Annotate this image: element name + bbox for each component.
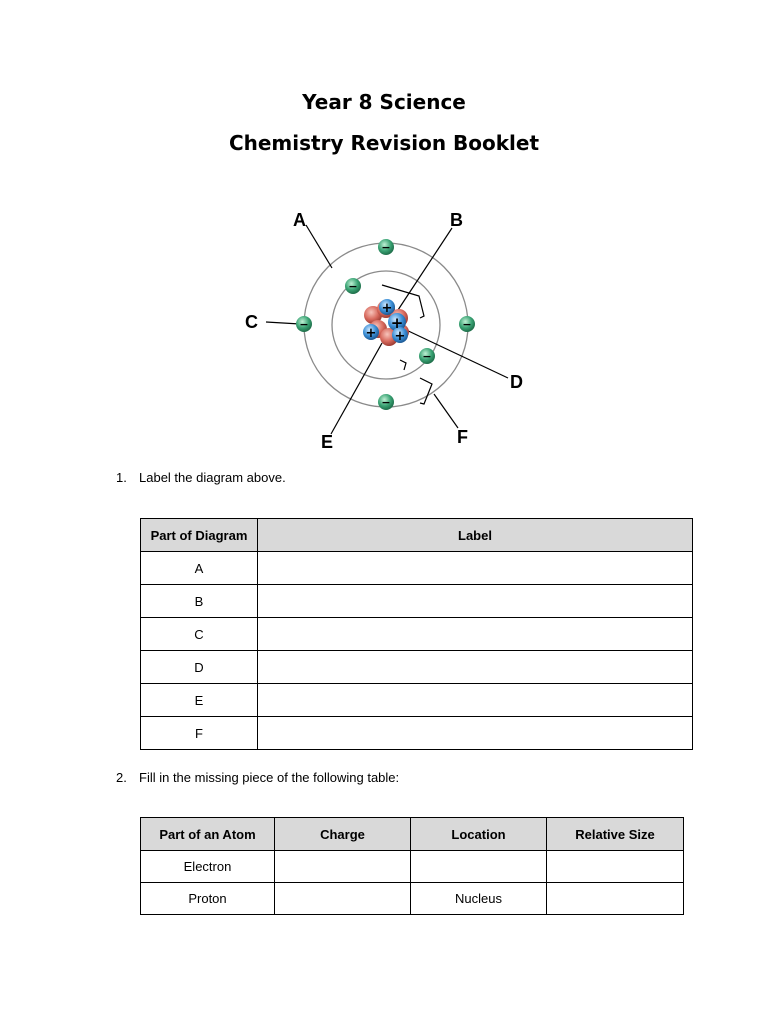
pointer-line-c	[266, 322, 300, 324]
table-row	[141, 552, 693, 585]
diagram-label-d: D	[510, 372, 523, 392]
pointer-line-a	[306, 225, 332, 268]
table-row	[141, 618, 693, 651]
proton-symbol: +	[365, 326, 377, 341]
page-subtitle: Chemistry Revision Booklet	[228, 131, 540, 155]
nucleus	[363, 299, 409, 346]
electron-particle	[345, 278, 361, 294]
electron-particle	[378, 394, 394, 410]
question-1	[116, 470, 286, 485]
part-cell: Electron	[141, 851, 275, 883]
question-text: Fill in the missing piece of the following table:	[139, 770, 400, 785]
label-table	[140, 518, 693, 750]
question-number: 2.	[116, 770, 127, 785]
electron-symbol: −	[348, 280, 358, 293]
proton-symbol: +	[381, 301, 393, 316]
page-title: Year 8 Science	[302, 90, 466, 114]
label-answer-cell[interactable]	[258, 552, 693, 585]
charge-answer-cell[interactable]	[275, 883, 411, 915]
part-cell: E	[141, 684, 258, 717]
proton-symbol: +	[390, 314, 404, 332]
diagram-label-a: A	[293, 210, 306, 230]
column-header: Part of an Atom	[141, 818, 275, 851]
pointer-line-d	[402, 328, 508, 378]
column-header: Label	[258, 519, 693, 552]
part-cell: B	[141, 585, 258, 618]
pointer-line-f	[434, 394, 458, 428]
electron-symbol: −	[299, 318, 309, 331]
pointer-line-b	[398, 228, 452, 310]
question-text: Label the diagram above.	[139, 470, 286, 485]
table-row	[141, 684, 693, 717]
size-answer-cell[interactable]	[547, 851, 684, 883]
electron-symbol: −	[422, 350, 432, 363]
part-cell: A	[141, 552, 258, 585]
size-answer-cell[interactable]	[547, 883, 684, 915]
part-cell: Proton	[141, 883, 275, 915]
diagram-label-b: B	[450, 210, 463, 230]
column-header: Location	[411, 818, 547, 851]
location-cell: Nucleus	[411, 883, 547, 915]
part-cell: C	[141, 618, 258, 651]
electron-symbol: −	[381, 396, 391, 409]
bracket-f	[420, 378, 432, 404]
label-answer-cell[interactable]	[258, 684, 693, 717]
electron-symbol: −	[381, 241, 391, 254]
column-header: Charge	[275, 818, 411, 851]
part-cell: F	[141, 717, 258, 750]
question-2	[116, 770, 399, 785]
electron-particle	[459, 316, 475, 332]
label-answer-cell[interactable]	[258, 717, 693, 750]
table-header-row	[141, 519, 693, 552]
label-answer-cell[interactable]	[258, 618, 693, 651]
diagram-label-e: E	[321, 432, 334, 452]
part-cell: D	[141, 651, 258, 684]
table-row	[141, 651, 693, 684]
atom-diagram	[236, 198, 536, 460]
table-row	[141, 717, 693, 750]
label-answer-cell[interactable]	[258, 585, 693, 618]
pointer-line-e	[331, 343, 382, 434]
table-row	[141, 883, 684, 915]
column-header: Part of Diagram	[141, 519, 258, 552]
electron-particle	[378, 239, 394, 255]
bracket-f-upper	[400, 360, 406, 370]
proton-symbol: +	[394, 329, 406, 344]
table-header-row	[141, 818, 684, 851]
diagram-label-f: F	[457, 427, 468, 447]
question-number: 1.	[116, 470, 127, 485]
table-row	[141, 851, 684, 883]
atom-parts-table	[140, 817, 684, 915]
diagram-label-c: C	[245, 312, 258, 332]
electron-symbol: −	[462, 318, 472, 331]
electron-particle	[296, 316, 312, 332]
charge-answer-cell[interactable]	[275, 851, 411, 883]
column-header: Relative Size	[547, 818, 684, 851]
table-row	[141, 585, 693, 618]
label-answer-cell[interactable]	[258, 651, 693, 684]
electron-particle	[419, 348, 435, 364]
location-answer-cell[interactable]	[411, 851, 547, 883]
